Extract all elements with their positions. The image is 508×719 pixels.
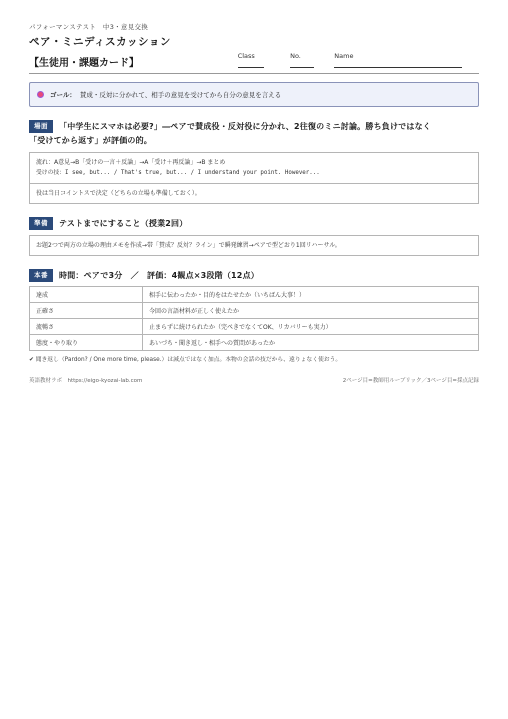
class-label: Class [237,52,255,60]
pardon-note: ✔ 聞き返し（Pardon? / One more time, please.）は減点ではなく加点。本物の会話の技だから、遠りょなく使おう。 [29,357,342,363]
main-heading [29,269,479,282]
criterion-desc: 止まらずに続けられたか（完ぺきでなくてOK、リカバリーも実力） [143,319,479,335]
title-row [29,52,479,69]
task-card [29,22,479,363]
prep-box [29,235,479,256]
flow-text: 流れ：A意見→B「受けの一言＋反論」→A「受け＋再反論」→B まとめ [36,159,226,166]
table-row [30,303,479,319]
criterion-name: 流暢さ [30,319,143,335]
footer-site: 英語教材ラボ https://eigo-kyozai-lab.com [29,378,143,384]
role-note: 役は当日コイントスで決定（どちらの立場も準備しておく）。 [36,190,201,197]
main-tag: 本番 [29,269,53,282]
table-row [30,287,479,303]
scene-tag: 場面 [29,120,53,133]
scene-flow-box [29,152,479,184]
target-icon [37,91,44,98]
prep-tag: 準備 [29,217,53,230]
footer-pages: 2ページ目=教師用ルーブリック／3ページ目=採点記録 [342,378,479,384]
number-blank[interactable] [290,61,314,68]
role-note-box [29,184,479,204]
table-row [30,319,479,335]
scene-heading [29,120,479,133]
main-title: 時間：ペアで3分 ／ 評価：4観点×3段階（12点） [59,271,259,280]
name-blank[interactable] [334,61,462,68]
scene-line1: 「中学生にスマホは必要?」―ペアで賛成役・反対役に分かれ、2往復のミニ討論。勝ち負けではなく [59,122,431,131]
scene-line2: 「受けてから返す」が評価の的。 [29,136,152,145]
prep-text: お題2つで両方の立場の理由メモを作成→帯「賛成？反対？ライン」で瞬発練習→ペアで型どおり1回リハーサル。 [36,242,341,249]
no-label: No. [290,52,301,60]
goal-label: ゴール： [50,91,76,99]
prep-title: テストまでにすること（授業2回） [59,219,188,228]
criterion-desc: 相手に伝わったか・目的をはたせたか（いちばん大事！） [143,287,479,303]
criterion-name: 態度・やり取り [30,335,143,351]
header-topline: パフォーマンステスト 中3・意見交換 [29,23,149,31]
criterion-desc: 今回の言語材料が正しく使えたか [143,303,479,319]
page-footer [29,376,479,384]
goal-text: 賛成・反対に分かれて、相手の意見を受けてから自分の意見を言える [79,91,282,99]
header-divider [29,73,479,74]
goal-box [29,82,479,107]
criterion-name: 正確さ [30,303,143,319]
card-title: ペア・ミニディスカッション [29,36,171,48]
criterion-name: 達成 [30,287,143,303]
card-subtitle: 【生徒用・課題カード】 [29,58,139,69]
criterion-desc: あいづち・聞き返し・相手への質問があったか [143,335,479,351]
prep-heading [29,217,479,230]
class-blank[interactable] [238,61,264,68]
rubric-table [29,286,479,351]
table-row [30,335,479,351]
name-label: Name [334,52,354,60]
student-info-fields [238,52,479,68]
phrase-list: 受けの技：I see, but... / That's true, but... / I understand your point. However... [36,170,320,176]
